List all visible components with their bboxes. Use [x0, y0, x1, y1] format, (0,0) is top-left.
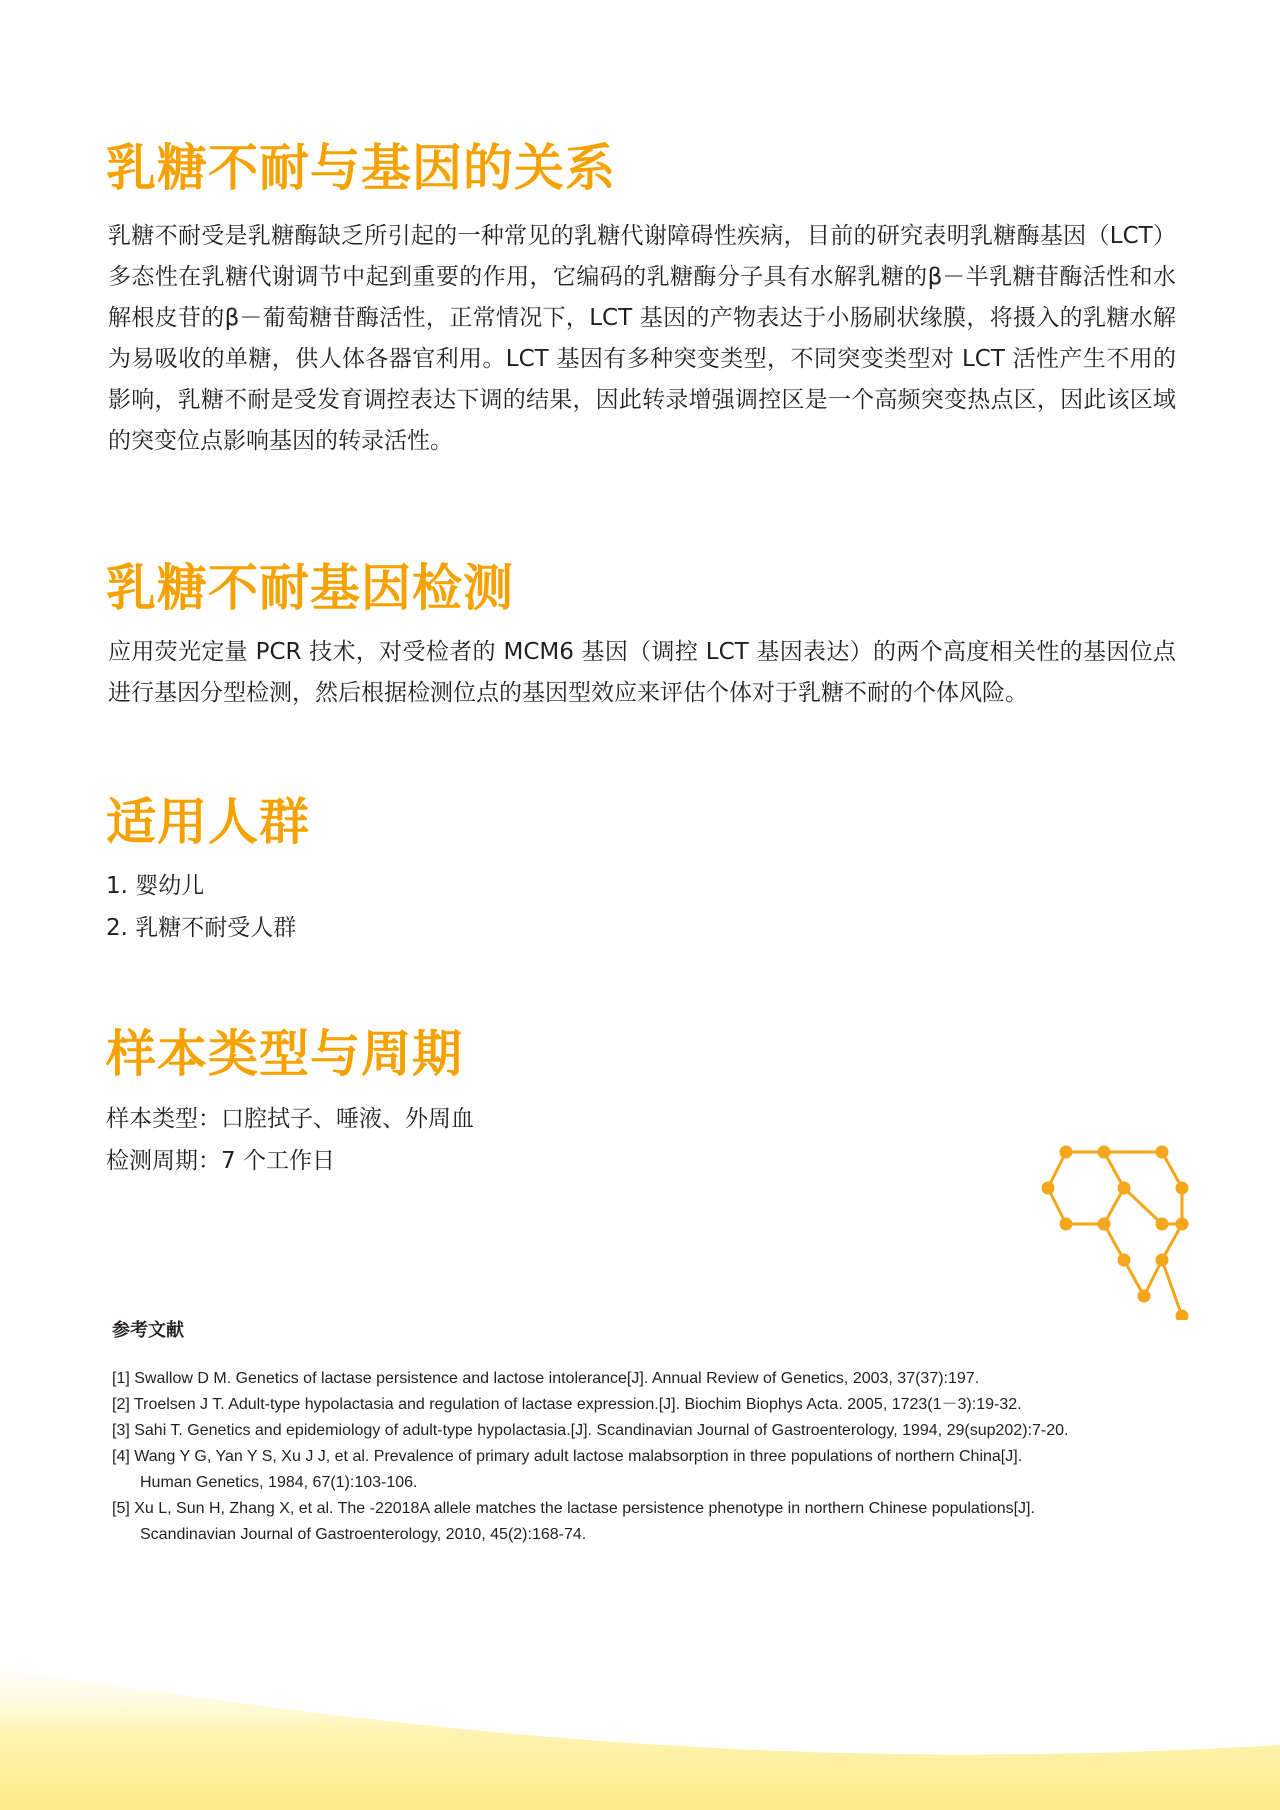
reference-line: [3] Sahi T. Genetics and epidemiology of adult-type hypolactasia.[J]. Scandinavian Journal of Gastroenterology, 1994, 29(sup202):7-20. [112, 1422, 1069, 1439]
sample-type-line: 样本类型：口腔拭子、唾液、外周血 [106, 1106, 474, 1132]
population-item: 2. 乳糖不耐受人群 [106, 915, 297, 941]
molecule-atom [1156, 1254, 1169, 1267]
section-title-sample-and-period: 样本类型与周期 [106, 1025, 463, 1083]
gene-relation-paragraph: 乳糖不耐受是乳糖酶缺乏所引起的一种常见的乳糖代谢障碍性疾病，目前的研究表明乳糖酶基因（LCT）多态性在乳糖代谢调节中起到重要的作用，它编码的乳糖酶分子具有水解乳糖的β－半乳糖苷酶活性和水解根皮苷的β－葡萄糖苷酶活性，正常情况下，LCT 基因的产物表达于小肠刷状缘膜，将摄入的乳糖水解为易吸收的单糖，供人体各器官利用。LCT 基因有多种突变类型，不同突变类型对 LCT 活性产生不用的影响，乳糖不耐是受发育调控表达下调的结果，因此转录增强调控区是一个高频突变热点区，因此该区域的突变位点影响基因的转录活性。 [108, 223, 1176, 454]
reference-item [112, 1392, 1192, 1418]
test-period-line: 检测周期：7 个工作日 [106, 1148, 335, 1174]
reference-item [112, 1366, 1192, 1392]
molecule-atom [1060, 1146, 1073, 1159]
molecule-atom [1118, 1182, 1131, 1195]
gene-detection-paragraph: 应用荧光定量 PCR 技术，对受检者的 MCM6 基因（调控 LCT 基因表达）的两个高度相关性的基因位点进行基因分型检测，然后根据检测位点的基因型效应来评估个体对于乳糖不耐的个体风险。 [108, 639, 1176, 706]
molecule-atom [1098, 1218, 1111, 1231]
references-list [112, 1366, 1192, 1548]
population-item: 1. 婴幼儿 [106, 873, 205, 899]
reference-line: Scandinavian Journal of Gastroenterology, 2010, 45(2):168-74. [140, 1526, 587, 1543]
molecule-atom [1176, 1310, 1189, 1321]
reference-item [112, 1418, 1192, 1444]
molecule-atom [1176, 1218, 1189, 1231]
reference-line: [1] Swallow D M. Genetics of lactase persistence and lactose intolerance[J]. Annual Review of Genetics, 2003, 37(37):197. [112, 1370, 980, 1387]
reference-line: [4] Wang Y G, Yan Y S, Xu J J, et al. Prevalence of primary adult lactose malabsorption in three populations of northern China[J]. [112, 1448, 1023, 1465]
reference-item [112, 1496, 1192, 1548]
bottom-wave-decoration [0, 1650, 1280, 1810]
reference-line: [5] Xu L, Sun H, Zhang X, et al. The -22018A allele matches the lactase persistence phenotype in northern Chinese populations[J]. [112, 1500, 1035, 1517]
reference-item [112, 1444, 1192, 1496]
section-title-gene-relation: 乳糖不耐与基因的关系 [106, 139, 616, 197]
reference-line: [2] Troelsen J T. Adult-type hypolactasia and regulation of lactase expression.[J]. Biochim Biophys Acta. 2005, 1723(1－3):19-32. [112, 1396, 1022, 1413]
section-title-target-population: 适用人群 [106, 793, 310, 851]
molecule-bond [1124, 1188, 1162, 1224]
molecule-atom [1060, 1218, 1073, 1231]
molecule-atom [1156, 1218, 1169, 1231]
molecule-atom [1118, 1254, 1131, 1267]
hexagon-molecule-icon [1040, 1130, 1200, 1320]
molecule-atom [1138, 1290, 1151, 1303]
section-title-gene-detection: 乳糖不耐基因检测 [106, 559, 514, 617]
molecule-atom [1176, 1182, 1189, 1195]
molecule-bond [1162, 1260, 1182, 1316]
molecule-atom [1042, 1182, 1055, 1195]
molecule-atom [1098, 1146, 1111, 1159]
reference-line: Human Genetics, 1984, 67(1):103-106. [140, 1474, 418, 1491]
molecule-atom [1156, 1146, 1169, 1159]
references-title: 参考文献 [112, 1320, 184, 1341]
